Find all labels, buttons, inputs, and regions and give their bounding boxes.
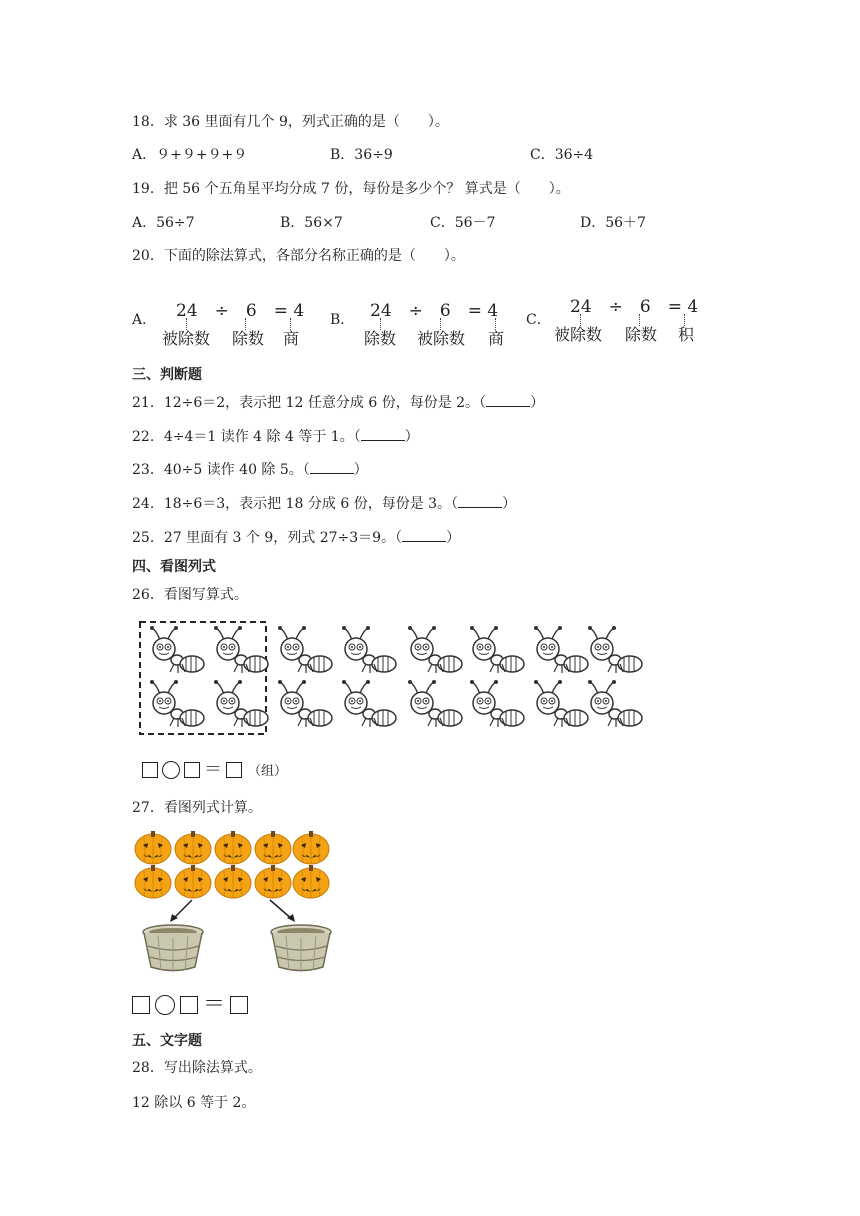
answer-box[interactable] [184,762,200,778]
label-dividend: 被除数 [417,329,466,348]
q20-option-c-letter: C． [526,312,551,328]
answer-box[interactable] [142,762,158,778]
label-dividend: 被除数 [554,325,603,344]
q18-option-c: C．36÷4 [530,147,594,163]
q20-option-b-diagram [364,296,509,352]
q20-option-c-diagram [554,292,699,348]
q28-stem: 28．写出除法算式。 [132,1060,262,1076]
answer-box[interactable] [180,996,198,1014]
section-3-heading: 三、判断题 [132,367,202,383]
equals-sign: ＝ [204,758,222,780]
q19-option-a: A．56÷7 [132,215,195,231]
unit-label: （组） [248,764,288,779]
label-divisor: 除数 [232,329,265,348]
q18-option-a: A．９+９+９+９ [132,147,248,163]
label-product: 积 [678,325,695,344]
judge-item-23: 23．40÷5 读作 40 除 5。（ ） [132,462,368,478]
q26-answer-template [142,760,287,779]
q20-option-a-diagram [162,296,307,352]
answer-blank[interactable] [458,494,502,508]
q18-option-b: B．36÷9 [330,147,393,163]
division-expression: 24 ÷ 6 = 4 [570,297,699,317]
operator-circle[interactable] [162,761,180,779]
q18-stem: 18．求 36 里面有几个 9，列式正确的是（ ）。 [132,114,449,130]
label-divisor: 除数 [625,325,658,344]
section-5-heading: 五、文字题 [132,1033,202,1049]
answer-blank[interactable] [361,427,405,441]
ants-picture [138,620,643,736]
answer-box[interactable] [226,762,242,778]
pumpkins-picture [130,828,335,978]
answer-blank[interactable] [402,528,446,542]
answer-blank[interactable] [310,460,354,474]
q19-option-b: B．56×7 [280,215,343,231]
judge-item-21: 21．12÷6＝2，表示把 12 任意分成 6 份，每份是 2。（ ） [132,395,545,411]
label-dividend: 被除数 [162,329,211,348]
judge-item-22: 22．4÷4＝1 读作 4 除 4 等于 1。（ ） [132,429,419,445]
q28-text: 12 除以 6 等于 2。 [132,1095,256,1111]
division-expression: 24 ÷ 6 = 4 [370,301,499,321]
answer-box[interactable] [230,996,248,1014]
label-quotient: 商 [283,329,300,348]
equals-sign: ＝ [203,992,226,1017]
label-divisor: 除数 [364,329,397,348]
operator-circle[interactable] [155,995,175,1015]
q19-stem: 19．把 56 个五角星平均分成 7 份，每份是多少个？ 算式是（ ）。 [132,181,570,197]
division-expression: 24 ÷ 6 = 4 [176,301,305,321]
q27-stem: 27．看图列式计算。 [132,800,262,816]
q19-option-c: C．56－7 [430,215,496,231]
q20-option-b-letter: B． [330,312,355,328]
answer-box[interactable] [132,996,150,1014]
q26-stem: 26．看图写算式。 [132,587,248,603]
judge-item-24: 24．18÷6＝3，表示把 18 分成 6 份，每份是 3。（ ） [132,496,517,512]
q27-answer-template [132,994,248,1016]
q20-option-a-letter: A． [132,312,157,328]
label-quotient: 商 [488,329,505,348]
answer-blank[interactable] [486,393,530,407]
q20-stem: 20．下面的除法算式，各部分名称正确的是（ ）。 [132,248,465,264]
q19-option-d: D．56＋7 [580,215,646,231]
section-4-heading: 四、看图列式 [132,559,216,575]
judge-item-25: 25．27 里面有 3 个 9，列式 27÷3＝9。（ ） [132,530,461,546]
